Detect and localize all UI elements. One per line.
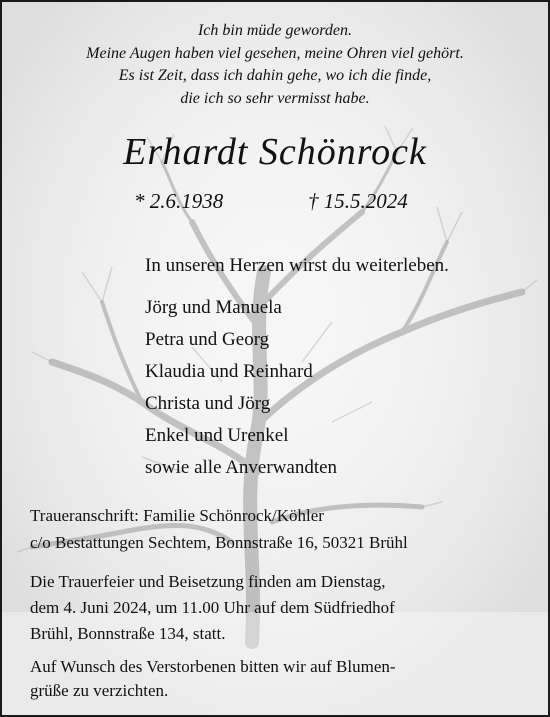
address-line: c/o Bestattungen Sechtem, Bonnstraße 16, 50321 Brühl	[30, 533, 408, 552]
mourner-item: Klaudia und Reinhard	[145, 361, 313, 382]
poem-line: Ich bin müde geworden.	[197, 22, 353, 39]
poem-line: Meine Augen haben viel gesehen, meine Ohren viel gehört.	[86, 44, 464, 62]
poem-line: die ich so sehr vermisst habe.	[180, 89, 370, 107]
birth-date: * 2.6.1938	[134, 189, 224, 213]
funeral-service-info	[30, 569, 395, 647]
flower-request	[30, 655, 396, 703]
deceased-name: Erhardt Schönrock	[123, 131, 427, 173]
request-line: grüße zu verzichten.	[30, 681, 169, 700]
mourner-item: Petra und Georg	[145, 329, 270, 350]
mourner-item: Enkel und Urenkel	[145, 425, 289, 446]
death-date: † 15.5.2024	[308, 189, 408, 213]
mourning-address	[30, 502, 408, 556]
service-line: Brühl, Bonnstraße 134, statt.	[30, 624, 226, 643]
service-line: Die Trauerfeier und Beisetzung finden am Dienstag,	[30, 572, 386, 591]
request-line: Auf Wunsch des Verstorbenen bitten wir auf Blumen-	[30, 657, 396, 676]
address-line: Traueranschrift: Familie Schönrock/Köhler	[30, 506, 324, 525]
mourner-item: sowie alle Anverwandten	[145, 457, 338, 478]
motto: In unseren Herzen wirst du weiterleben.	[145, 255, 449, 276]
mourner-item: Christa und Jörg	[145, 393, 271, 414]
poem-line: Es ist Zeit, dass ich dahin gehe, wo ich die finde,	[118, 67, 432, 84]
mourner-item: Jörg und Manuela	[145, 297, 282, 318]
poem	[2, 20, 548, 110]
service-line: dem 4. Juni 2024, um 11.00 Uhr auf dem Südfriedhof	[30, 598, 395, 617]
mourners-list	[145, 292, 337, 484]
